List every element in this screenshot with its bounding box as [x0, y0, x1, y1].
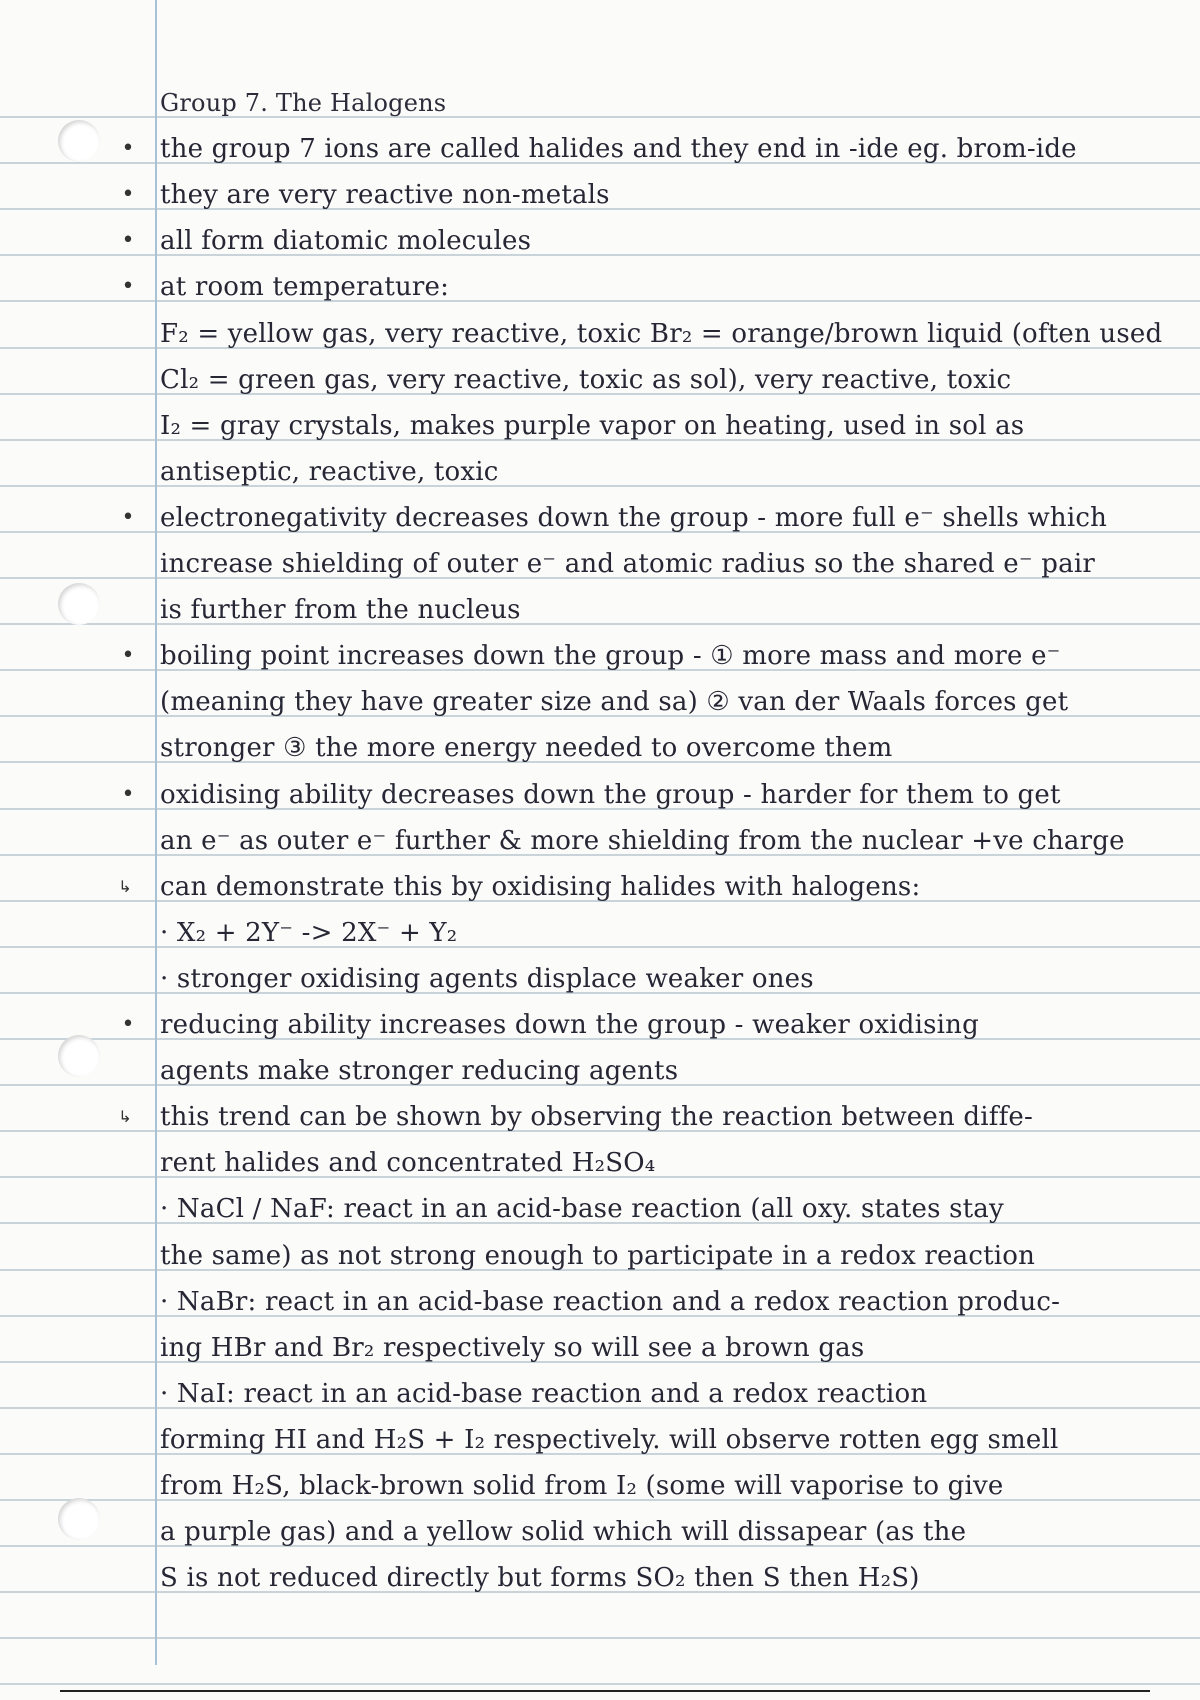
note-line: reducing ability increases down the group - weaker oxidising [160, 1010, 979, 1040]
bullet-marker: • [121, 182, 135, 207]
note-line: F₂ = yellow gas, very reactive, toxic Br₂ = orange/brown liquid (often used [160, 319, 1163, 349]
note-line: increase shielding of outer e⁻ and atomic radius so the shared e⁻ pair [160, 549, 1095, 579]
arrow-marker: ↳ [118, 877, 132, 896]
ruled-line [0, 1683, 1200, 1685]
note-line: I₂ = gray crystals, makes purple vapor on heating, used in sol as [160, 411, 1025, 441]
note-line: the same) as not strong enough to participate in a redox reaction [160, 1241, 1036, 1271]
note-line: they are very reactive non-metals [160, 180, 610, 210]
note-line: a purple gas) and a yellow solid which will dissapear (as the [160, 1517, 967, 1547]
note-line: antiseptic, reactive, toxic [160, 457, 499, 487]
margin-line [155, 0, 157, 1665]
note-line: can demonstrate this by oxidising halides with halogens: [160, 872, 921, 902]
binder-hole [58, 1498, 100, 1540]
note-line: Cl₂ = green gas, very reactive, toxic as sol), very reactive, toxic [160, 365, 1012, 395]
note-line: S is not reduced directly but forms SO₂ then S then H₂S) [160, 1563, 920, 1593]
bullet-marker: • [121, 505, 135, 530]
bullet-marker: • [121, 1012, 135, 1037]
bullet-marker: • [121, 136, 135, 161]
note-line: boiling point increases down the group - ① more mass and more e⁻ [160, 641, 1061, 671]
bullet-marker: • [121, 782, 135, 807]
bullet-marker: • [121, 643, 135, 668]
note-line: from H₂S, black-brown solid from I₂ (some will vaporise to give [160, 1471, 1004, 1501]
note-line: stronger ③ the more energy needed to overcome them [160, 733, 893, 763]
note-line: at room temperature: [160, 272, 450, 302]
note-line: · NaBr: react in an acid-base reaction and a redox reaction produc- [160, 1287, 1061, 1317]
page-title: Group 7. The Halogens [160, 89, 447, 117]
binder-hole [58, 1035, 100, 1077]
bullet-marker: • [121, 228, 135, 253]
binder-hole [58, 120, 100, 162]
note-line: (meaning they have greater size and sa) ② van der Waals forces get [160, 687, 1069, 717]
note-line: this trend can be shown by observing the reaction between diffe- [160, 1102, 1033, 1132]
note-line: · NaI: react in an acid-base reaction and a redox reaction [160, 1379, 928, 1409]
note-line: electronegativity decreases down the group - more full e⁻ shells which [160, 503, 1108, 533]
binder-hole [58, 583, 100, 625]
note-line: an e⁻ as outer e⁻ further & more shielding from the nuclear +ve charge [160, 826, 1125, 856]
note-line: oxidising ability decreases down the group - harder for them to get [160, 780, 1061, 810]
bullet-marker: • [121, 274, 135, 299]
note-line: is further from the nucleus [160, 595, 521, 625]
note-line: rent halides and concentrated H₂SO₄ [160, 1148, 656, 1178]
note-line: · stronger oxidising agents displace weaker ones [160, 964, 814, 994]
note-line: · NaCl / NaF: react in an acid-base reaction (all oxy. states stay [160, 1194, 1004, 1224]
ruled-line [0, 1637, 1200, 1639]
note-line: · X₂ + 2Y⁻ -> 2X⁻ + Y₂ [160, 918, 458, 948]
note-line: forming HI and H₂S + I₂ respectively. will observe rotten egg smell [160, 1425, 1059, 1455]
note-line: all form diatomic molecules [160, 226, 532, 256]
page-bottom-line [60, 1690, 1150, 1692]
arrow-marker: ↳ [118, 1107, 132, 1126]
note-line: ing HBr and Br₂ respectively so will see a brown gas [160, 1333, 865, 1363]
note-line: agents make stronger reducing agents [160, 1056, 679, 1086]
note-line: the group 7 ions are called halides and they end in -ide eg. brom-ide [160, 134, 1077, 164]
